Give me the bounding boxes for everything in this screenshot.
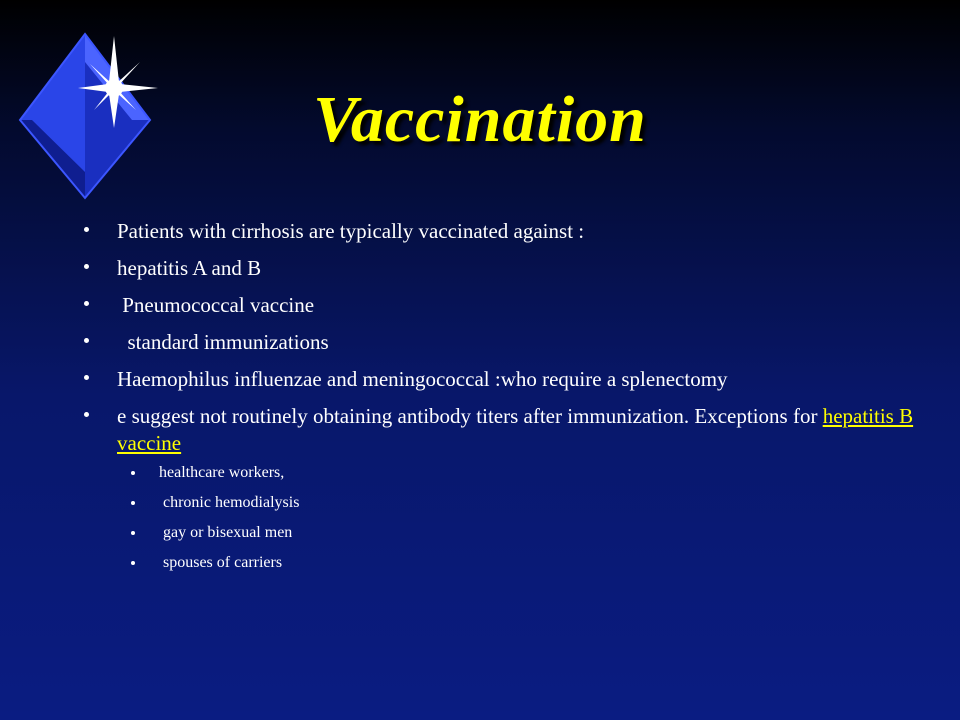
sub-bullet-text: gay or bisexual men <box>159 524 293 541</box>
bullet-list <box>80 218 940 583</box>
sub-bullet-text: spouses of carriers <box>159 554 283 571</box>
bullet-item <box>80 292 940 319</box>
sub-bullet-dot-icon <box>131 501 135 505</box>
bullet-text: e suggest not routinely obtaining antibody titers after immunization. Exceptions for <box>117 404 823 428</box>
sub-bullet-text: chronic hemodialysis <box>159 494 300 511</box>
sub-bullet-text: healthcare workers, <box>159 464 285 481</box>
sub-bullet-dot-icon <box>131 531 135 535</box>
bullet-text: Patients with cirrhosis are typically vaccinated against : <box>117 219 585 243</box>
bullet-item <box>80 255 940 282</box>
sub-bullet-dot-icon <box>131 561 135 565</box>
bullet-dot-icon <box>84 301 89 306</box>
bullet-text: hepatitis A and B <box>117 256 262 280</box>
bullet-dot-icon <box>84 227 89 232</box>
bullet-text: standard immunizations <box>117 330 329 354</box>
sub-bullet-item <box>80 493 940 513</box>
sub-bullet-item <box>80 523 940 543</box>
bullet-item <box>80 329 940 356</box>
hepatitis-b-vaccine-link[interactable]: hepatitis B vaccine <box>117 404 914 455</box>
bullet-item <box>80 218 940 245</box>
bullet-text: Pneumococcal vaccine <box>117 293 315 317</box>
bullet-dot-icon <box>84 264 89 269</box>
sub-bullet-item <box>80 463 940 483</box>
slide-title: Vaccination <box>313 83 647 156</box>
bullet-item <box>80 366 940 393</box>
bullet-dot-icon <box>84 412 89 417</box>
bullet-dot-icon <box>84 338 89 343</box>
bullet-dot-icon <box>84 375 89 380</box>
sub-bullet-dot-icon <box>131 471 135 475</box>
sub-bullet-item <box>80 553 940 573</box>
sub-bullet-list <box>80 463 940 573</box>
bullet-item-antibody-titers <box>80 403 940 573</box>
bullet-text: Haemophilus influenzae and meningococcal :who require a splenectomy <box>117 367 728 391</box>
